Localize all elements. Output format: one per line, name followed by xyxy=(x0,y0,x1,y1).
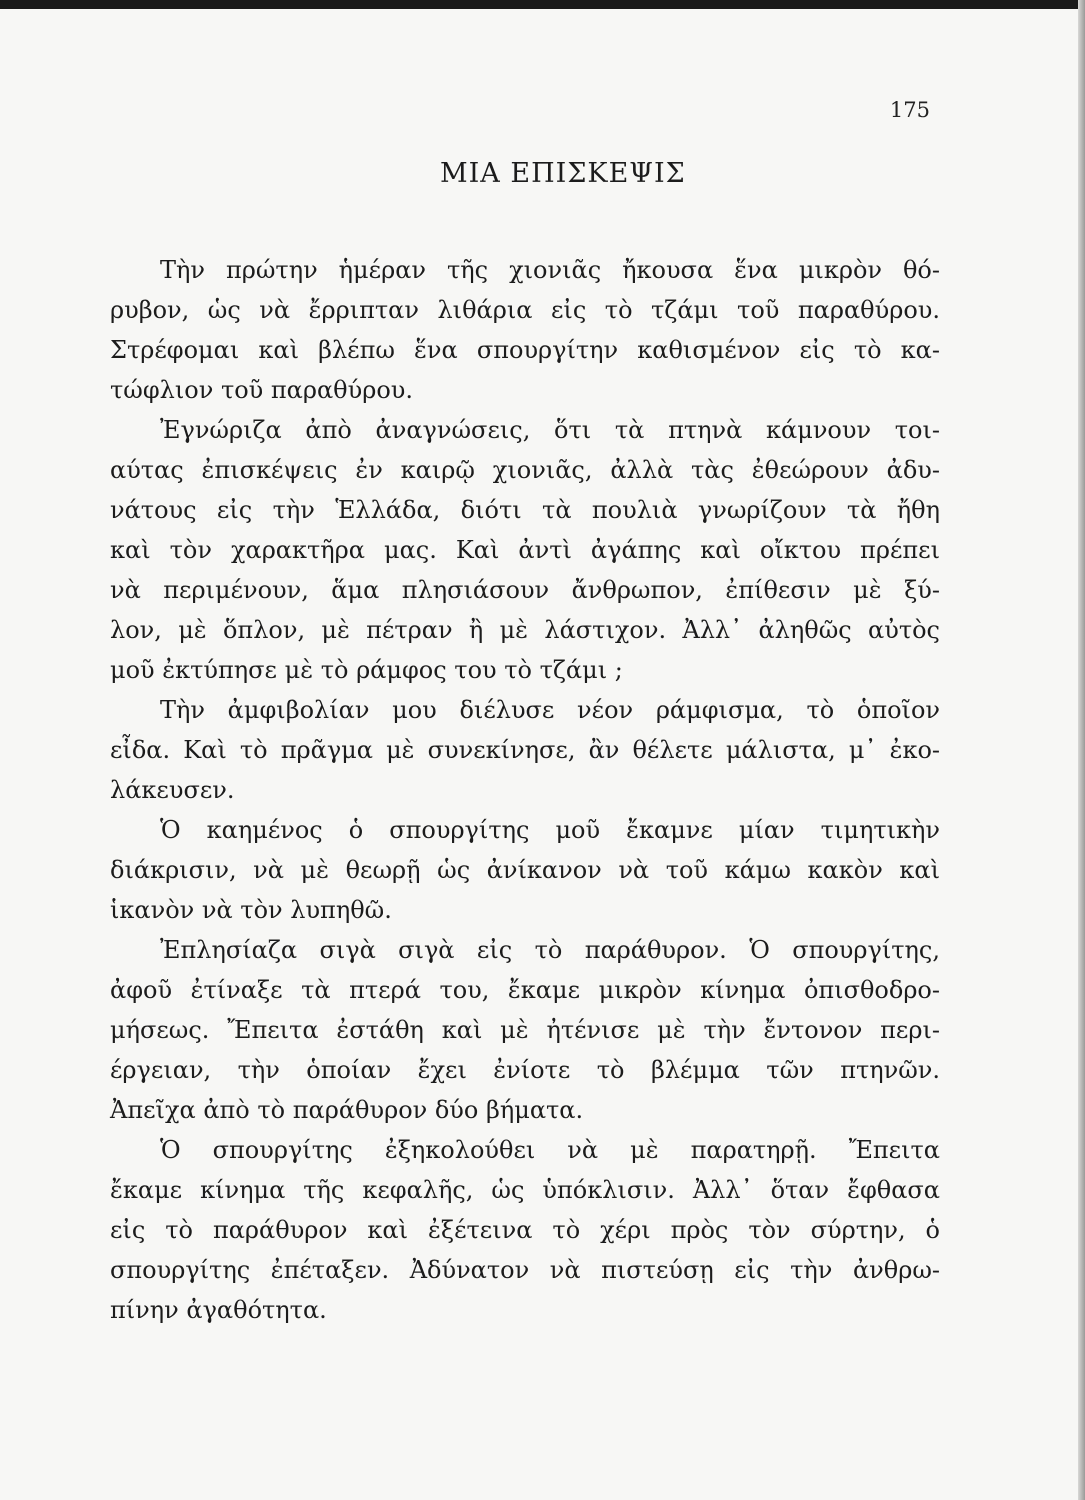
text-line: Ὁ σπουργίτης ἐξηκολούθει νὰ μὲ παρατηρῇ. Ἔπειτα xyxy=(160,1136,940,1164)
text-line: ρυβον, ὡς νὰ ἔρριπταν λιθάρια εἰς τὸ τζάμι τοῦ παραθύρου. xyxy=(110,296,940,324)
text-line: ἀφοῦ ἐτίναξε τὰ πτερά του, ἔκαμε μικρὸν κίνημα ὀπισθοδρο- xyxy=(110,976,940,1004)
text-line: Ἐπλησίαζα σιγὰ σιγὰ εἰς τὸ παράθυρον. Ὁ σπουργίτης, xyxy=(160,936,940,964)
text-line: Ἀπεῖχα ἀπὸ τὸ παράθυρον δύο βήματα. xyxy=(110,1096,584,1124)
scan-right-edge xyxy=(1078,0,1085,1500)
text-line: ἱκανὸν νὰ τὸν λυπηθῶ. xyxy=(110,896,392,924)
text-line: εἶδα. Καὶ τὸ πρᾶγμα μὲ συνεκίνησε, ἂν θέλετε μάλιστα, μ᾽ ἐκο- xyxy=(110,736,940,764)
text-line: σπουργίτης ἐπέταξεν. Ἀδύνατον νὰ πιστεύσῃ εἰς τὴν ἀνθρω- xyxy=(110,1256,940,1284)
text-line: Ἐγνώριζα ἀπὸ ἀναγνώσεις, ὅτι τὰ πτηνὰ κάμνουν τοι- xyxy=(160,416,940,444)
text-line: έργειαν, τὴν ὁποίαν ἔχει ἐνίοτε τὸ βλέμμα τῶν πτηνῶν. xyxy=(110,1056,940,1084)
text-line: μοῦ ἐκτύπησε μὲ τὸ ράμφος του τὸ τζάμι ; xyxy=(110,656,623,684)
text-line: ἔκαμε κίνημα τῆς κεφαλῆς, ὡς ὑπόκλισιν. Ἀλλ᾽ ὅταν ἔφθασα xyxy=(110,1176,940,1204)
text-line: Τὴν ἀμφιβολίαν μου διέλυσε νέον ράμφισμα, τὸ ὁποῖον xyxy=(160,696,940,724)
chapter-title: ΜΙΑ ΕΠΙΣΚΕΨΙΣ xyxy=(440,158,686,189)
scan-top-edge xyxy=(0,0,1085,9)
text-line: πίνην ἀγαθότητα. xyxy=(110,1296,327,1324)
text-line: Στρέφομαι καὶ βλέπω ἕνα σπουργίτην καθισμένον εἰς τὸ κα- xyxy=(110,336,940,364)
text-line: λον, μὲ ὅπλον, μὲ πέτραν ἢ μὲ λάστιχον. Ἀλλ᾽ ἀληθῶς αὐτὸς xyxy=(110,616,940,644)
text-line: Τὴν πρώτην ἡμέραν τῆς χιονιᾶς ἤκουσα ἕνα μικρὸν θό- xyxy=(160,256,940,284)
text-line: εἰς τὸ παράθυρον καὶ ἐξέτεινα τὸ χέρι πρὸς τὸν σύρτην, ὁ xyxy=(110,1216,940,1244)
page-number: 175 xyxy=(889,98,930,122)
text-line: νάτους εἰς τὴν Ἑλλάδα, διότι τὰ πουλιὰ γνωρίζουν τὰ ἤθη xyxy=(110,496,940,524)
text-line: μήσεως. Ἔπειτα ἐστάθη καὶ μὲ ἠτένισε μὲ τὴν ἔντονον περι- xyxy=(110,1016,940,1044)
text-line: τώφλιον τοῦ παραθύρου. xyxy=(110,376,413,404)
text-line: λάκευσεν. xyxy=(110,776,235,804)
text-line: καὶ τὸν χαρακτῆρα μας. Καὶ ἀντὶ ἀγάπης καὶ οἴκτου πρέπει xyxy=(110,536,940,564)
body-text xyxy=(110,250,940,1330)
text-line: αύτας ἐπισκέψεις ἐν καιρῷ χιονιᾶς, ἀλλὰ τὰς ἐθεώρουν ἀδυ- xyxy=(110,456,940,484)
text-line: Ὁ καημένος ὁ σπουργίτης μοῦ ἔκαμνε μίαν τιμητικὴν xyxy=(160,816,940,844)
text-line: διάκρισιν, νὰ μὲ θεωρῇ ὡς ἀνίκανον νὰ τοῦ κάμω κακὸν καὶ xyxy=(110,856,940,884)
text-line: νὰ περιμένουν, ἅμα πλησιάσουν ἄνθρωπον, ἐπίθεσιν μὲ ξύ- xyxy=(110,576,940,604)
